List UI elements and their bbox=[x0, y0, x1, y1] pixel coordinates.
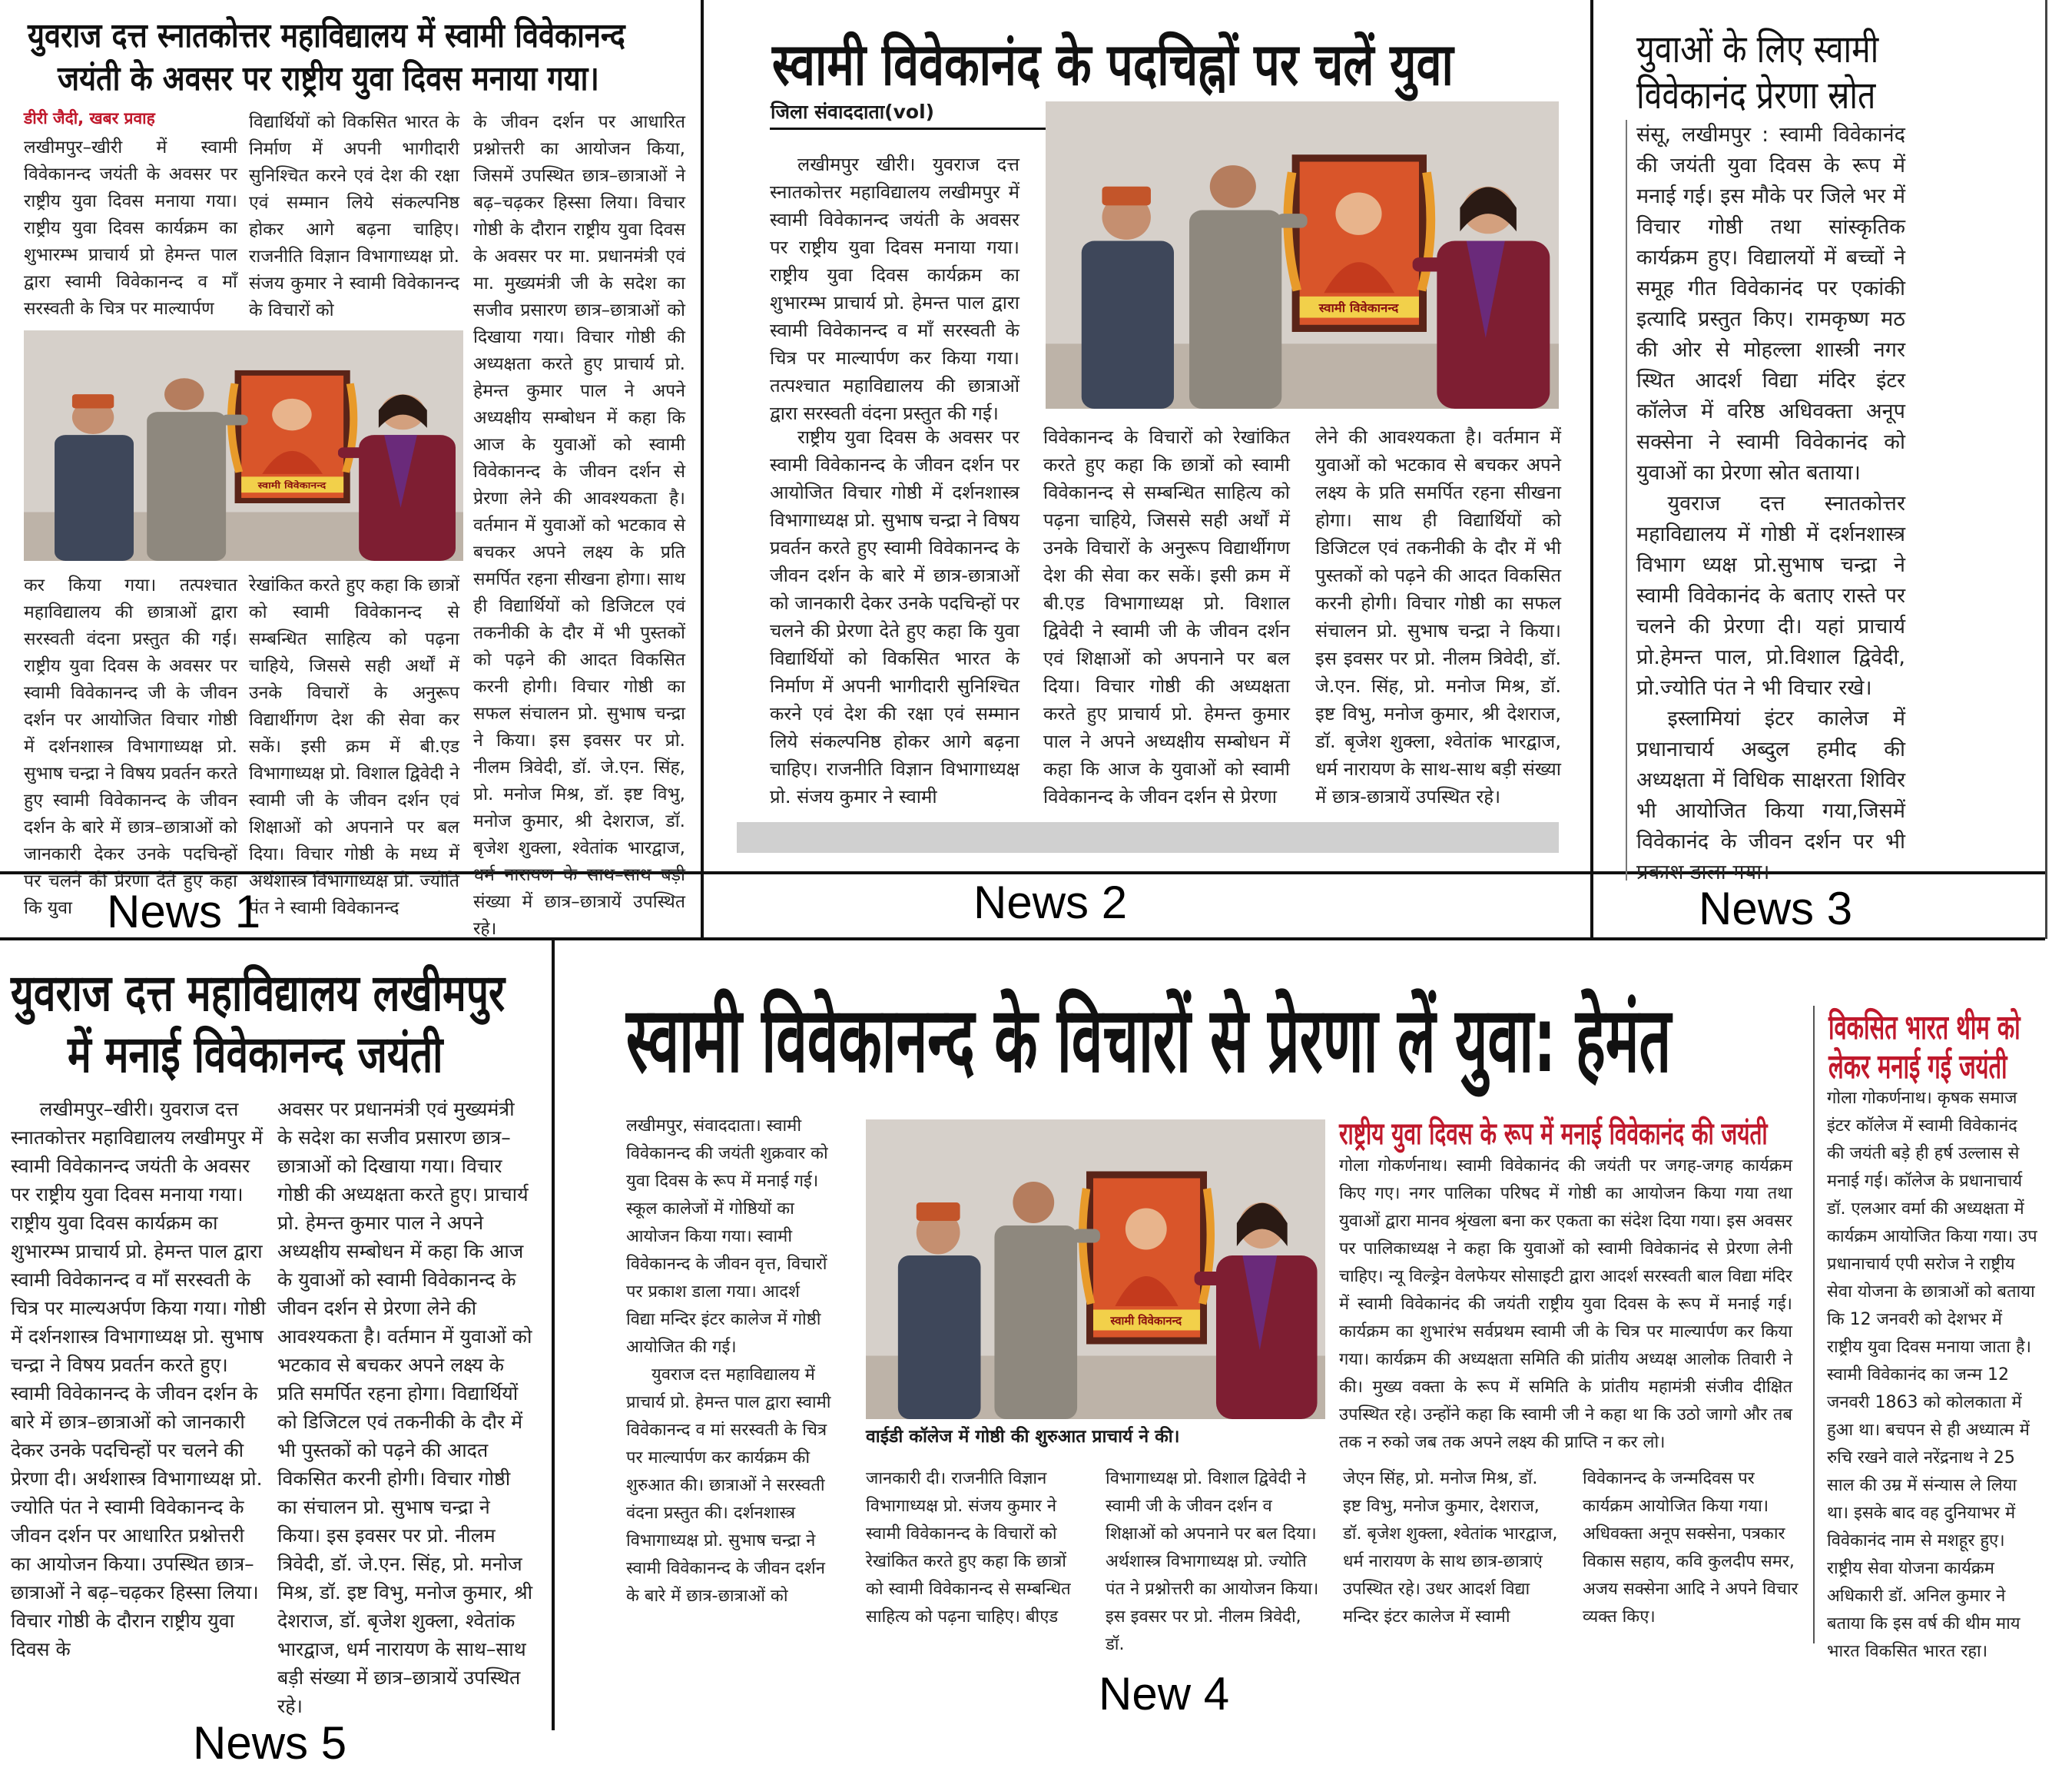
news4-left-column bbox=[626, 1113, 834, 1643]
news4-side-headline-line1: विकसित भारत थीम को bbox=[1828, 1008, 2021, 1047]
divider-vertical-1 bbox=[701, 0, 704, 939]
news1-col1-bottom: कर किया गया। तत्पश्चात महाविद्यालय की छात्राओं द्वारा सरस्वती वंदना प्रस्तुत की गई। राष्ट्रीय युवा दिवस के अवसर पर स्वामी विवेकानन्द जी के जीवन दर्शन पर आयोजित विचार गोष्ठी में दर्शनशास्त्र विभागाध्यक्ष प्रो. सुभाष चन्द्रा ने विषय प्रवर्तन करते हुए स्वामी विवेकानन्द के जीवन दर्शन के बारे में छात्र–छात्राओं को जानकारी देकर उनके पदचिन्हों पर चलने की प्रेरणा देते हुए कहा कि युवा bbox=[24, 575, 237, 918]
news3-left-border bbox=[1626, 120, 1627, 881]
news5-col2: अवसर पर प्रधानमंत्री एवं मुख्यमंत्री के सदेश का सजीव प्रसारण छात्र–छात्राओं को दिखाया गया। विचार गोष्ठी की अध्यक्षता करते हुए। प्राचार्य प्रो. हेमन्त कुमार पाल ने अपने अध्यक्षीय सम्बोधन में कहा कि आज के युवाओं को स्वामी विवेकानन्द के जीवन दर्शन से प्रेरणा लेने की आवश्यकता है। वर्तमान में युवाओं को भटकाव से बचकर अपने लक्ष्य के प्रति समर्पित रहना होगा। विद्यार्थियों को डिजिटल एवं तकनीकी के दौर में भी पुस्तकों को पढ़ने की आदत विकसित करनी होगी। विचार गोष्ठी का संचालन प्रो. सुभाष चन्द्रा ने किया। इस इवसर पर प्रो. नीलम त्रिवेदी, डॉ. जे.एन. सिंह, प्रो. मनोज मिश्र, डॉ. इष्ट विभु, मनोज कुमार, श्री देशराज, डॉ. बृजेश शुक्ला, श्वेतांक भारद्वाज, धर्म नारायण के साथ–साथ बड़ी संख्या में छात्र–छात्रायें उपस्थित रहे। bbox=[277, 1098, 533, 1717]
person-center-head bbox=[1013, 1182, 1054, 1223]
news2-label: News 2 bbox=[973, 877, 1128, 928]
person-left-coat bbox=[1082, 241, 1174, 409]
poster-face bbox=[272, 399, 311, 431]
news4-side-divider bbox=[1813, 1006, 1815, 1643]
news4-photo bbox=[866, 1119, 1325, 1419]
news3-para1: संसू, लखीमपुर : स्वामी विवेकानंद की जयंती युवा दिवस के रूप में मनाई गई। इस मौके पर जिले भर में विचार गोष्ठी तथा सांस्कृतिक कार्यक्रम हुए। विद्यालयों में बच्चों ने समूह गीत विवेकानंद पर एकांकी इत्यादि प्रस्तुत किए। रामकृष्ण मठ की ओर से मोहल्ला शास्त्री नगर स्थित आदर्श विद्या मंदिर इंटर कॉलेज में वरिष्ठ अधिवक्ता अनूप सक्सेना ने स्वामी विवेकानंद को युवाओं का प्रेरणा स्रोत बताया। bbox=[1636, 123, 1905, 485]
person-center-blazer bbox=[147, 412, 226, 561]
news1-col2-bottom: रेखांकित करते हुए कहा कि छात्रों को स्वामी विवेकानन्द से सम्बन्धित साहित्य को पढ़ना चाहिये, जिससे सही अर्थों में उनके विचारों के अनुरूप विद्यार्थीगण देश की सेवा कर सकें। इसी क्रम में बी.एड विभागाध्यक्ष प्रो. विशाल द्विवेदी ने स्वामी जी के जीवन दर्शन एवं शिक्षाओं को अपनाने पर बल दिया। विचार गोष्ठी के मध्य में अर्थशास्त्र विभागाध्यक्ष प्रो. ज्योति पंत ने स्वामी विवेकानन्द bbox=[249, 575, 459, 918]
person-left-cap bbox=[1102, 187, 1150, 206]
person-right-arm bbox=[1195, 1272, 1225, 1285]
person-center-blazer bbox=[994, 1225, 1077, 1419]
person-left-cap bbox=[917, 1202, 960, 1221]
poster-label: स्वामी विवेकानन्द bbox=[1110, 1313, 1182, 1328]
person-center-head bbox=[1210, 165, 1256, 207]
news5-headline-line2: में मनाई विवेकानन्द जयंती bbox=[68, 1025, 443, 1084]
news2-gray-bar bbox=[737, 822, 1559, 853]
person-left-coat bbox=[55, 435, 134, 561]
news4-side-headline-line2: लेकर मनाई गई जयंती bbox=[1828, 1047, 2007, 1086]
person-center-head bbox=[164, 378, 204, 410]
news4-bottom-col3: जेएन सिंह, प्रो. मनोज मिश्र, डॉ. इष्ट विभु, मनोज कुमार, देशराज, डॉ. बृजेश शुक्ला, श्वेतांक भारद्वाज, धर्म नारायण के साथ छात्र-छात्राएं उपस्थित रहे। उधर आदर्श विद्या मन्दिर इंटर कालेज में स्वामी bbox=[1343, 1469, 1558, 1627]
news1-photo bbox=[24, 330, 463, 561]
news2-photo bbox=[1046, 101, 1559, 409]
news3-para2: युवराज दत्त स्नातकोत्तर महाविद्यालय में गोष्ठी में दर्शनशास्त्र विभाग ध्यक्ष प्रो.सुभाष चन्द्रा ने स्वामी विवेकानंद के बताए रास्ते पर चलने की प्रेरणा दी। यहां प्राचार्य प्रो.हेमन्त पाल, प्रो.विशाल द्विवेदी, प्रो.ज्योति पंत ने भी विचार रखे। bbox=[1636, 492, 1905, 700]
person-right-arm bbox=[338, 447, 366, 458]
news1-headline-line1: युवराज दत्त स्नातकोत्तर महाविद्यालय में स्वामी विवेकानन्द bbox=[28, 16, 625, 55]
news4-bottom-col1: जानकारी दी। राजनीति विज्ञान विभागाध्यक्ष प्रो. संजय कुमार ने स्वामी विवेकानन्द के विचारों को रेखांकित करते हुए कहा कि छात्रों को स्वामी विवेकानन्द से सम्बन्धित साहित्य को पढ़ना चाहिए। बीएड bbox=[866, 1469, 1071, 1627]
event-photo-scene bbox=[1046, 101, 1559, 409]
news1-label: News 1 bbox=[107, 886, 261, 937]
news2-intro: लखीमपुर खीरी। युवराज दत्त स्नातकोत्तर महाविद्यालय लखीमपुर में स्वामी विवेकानन्द जयंती के अवसर पर राष्ट्रीय युवा दिवस मनाया गया।राष्ट्रीय युवा दिवस कार्यक्रम का शुभारम्भ प्राचार्य प्रो. हेमन्त पाल द्वारा स्वामी विवेकानन्द व माँ सरस्वती के चित्र पर माल्यार्पण कर किया गया। तत्पश्चात महाविद्यालय की छात्राओं द्वारा सरस्वती वंदना प्रस्तुत की गई। bbox=[770, 154, 1019, 424]
news4-sub-body: गोला गोकर्णनाथ। स्वामी विवेकानंद की जयंती पर जगह-जगह कार्यक्रम किए गए। नगर पालिका परिषद में गोष्ठी का आयोजन किया गया तथा युवाओं द्वारा मानव श्रृंखला बना कर एकता का संदेश दिया गया। इस अवसर पर पालिकाध्यक्ष ने कहा कि युवाओं को स्वामी विवेकानंद से प्रेरणा लेनी चाहिए। न्यू विल्ड्रेन वेलफेयर सोसाइटी द्वारा आदर्श सरस्वती बाल विद्या मंदिर में स्वामी विवेकानंद की जयंती राष्ट्रीय युवा दिवस के रूप में मनाई गई। कार्यक्रम का शुभारंभ सर्वप्रथम स्वामी जी के चित्र पर माल्यार्पण कर किया गया। कार्यक्रम की अध्यक्षता समिति की प्रांतीय अध्यक्ष आलोक तिवारी ने की। मुख्य वक्ता के रूप में समिति के प्रांतीय महामंत्री संजीव दीक्षित उपस्थित रहे। उन्होंने कहा कि स्वामी जी ने कहा था कि उठो जागो और तब तक न रुको जब तक अपने लक्ष्य की प्राप्ति न कर लो। bbox=[1339, 1156, 1792, 1452]
news4-left-para2: युवराज दत्त महाविद्यालय में प्राचार्य प्रो. हेमन्त पाल द्वारा स्वामी विवेकानन्द व मां सरस्वती के चित्र पर माल्यार्पण कर कार्यक्रम की शुरुआत की। छात्राओं ने सरस्वती वंदना प्रस्तुत की। दर्शनशास्त्र विभागाध्यक्ष प्रो. सुभाष चन्द्रा ने स्वामी विवेकानन्द के जीवन दर्शन के बारे में छात्र-छात्राओं को bbox=[626, 1365, 831, 1606]
news2-col3: लेने की आवश्यकता है। वर्तमान में युवाओं को भटकाव से बचकर अपने लक्ष्य के प्रति समर्पित रहना सीखना होगा। साथ ही विद्यार्थियों को डिजिटल एवं तकनीकी के दौर में भी पुस्तकों को पढ़ने की आदत विकसित करनी होगी। विचार गोष्ठी का सफल संचालन प्रो. सुभाष चन्द्रा ने किया। इस इवसर पर प्रो. नीलम त्रिवेदी, डॉ. जे.एन. सिंह, प्रो. मनोज मिश्र, डॉ. इष्ट विभु, मनोज कुमार, श्री देशराज, डॉ. बृजेश शुक्ला, श्वेतांक भारद्वाज, धर्म नारायण के साथ-साथ बड़ी संख्या में छात्र-छात्रायें उपस्थित रहे। bbox=[1315, 426, 1561, 808]
poster-label: स्वामी विवेकानन्द bbox=[257, 480, 327, 491]
news4-left-para1: लखीमपुर, संवाददाता। स्वामी विवेकानन्द की जयंती शुक्रवार को युवा दिवस के रूप में मनाई गई। स्कूल कालेजों में गोष्ठियों का आयोजन किया गया। स्वामी विवेकानन्द के जीवन वृत्त, विचारों पर प्रकाश डाला गया। आदर्श विद्या मन्दिर इंटर कालेज में गोष्ठी आयोजित की गई। bbox=[626, 1116, 828, 1357]
news5-headline-line1: युवराज दत्त महाविद्यालय लखीमपुर bbox=[11, 963, 506, 1023]
person-center-arm bbox=[221, 415, 247, 426]
news1-col2-top: विद्यार्थियों को विकसित भारत के निर्माण में अपनी भागीदारी सुनिश्चित करने एवं देश की रक्षा एवं सम्मान लिये संकल्पनिष्ठ होकर आगे बढ़ना चाहिए। राजनीति विज्ञान विभागाध्यक्ष प्रो. संजय कुमार ने स्वामी विवेकानन्द के विचारों को bbox=[249, 112, 459, 320]
divider-horizontal-middle bbox=[0, 937, 2045, 940]
person-center-blazer bbox=[1189, 211, 1281, 409]
news3-para3: इस्लामियां इंटर कालेज में प्रधानाचार्य अब्दुल हमीद की अध्यक्षता में विधिक साक्षरता शिविर भी आयोजित किया गया,जिसमें विवेकानंद के जीवन दर्शन पर भी प्रकाश डाला गया। bbox=[1636, 707, 1905, 884]
news3-right-edge-rule bbox=[2045, 0, 2047, 939]
event-photo-scene bbox=[866, 1119, 1325, 1419]
news4-label: New 4 bbox=[1099, 1668, 1230, 1720]
news1-byline: डीरी जैदी, खबर प्रवाह bbox=[24, 109, 155, 128]
news5-col1: लखीमपुर–खीरी। युवराज दत्त स्नातकोत्तर महाविद्यालय लखीमपुर में स्वामी विवेकानन्द जयंती के अवसर पर राष्ट्रीय युवा दिवस मनाया गया। राष्ट्रीय युवा दिवस कार्यक्रम का शुभारम्भ प्राचार्य प्रो. हेमन्त पाल द्वारा स्वामी विवेकानन्द व माँ सरस्वती के चित्र पर माल्यअर्पण किया गया। गोष्ठी में दर्शनशास्त्र विभागाध्यक्ष प्रो. सुभाष चन्द्रा ने विषय प्रवर्तन करते हुए। स्वामी विवेकानन्द के जीवन दर्शन के बारे में छात्र–छात्राओं को जानकारी देकर उनके पदचिन्हों पर चलने की प्रेरणा दी। अर्थशास्त्र विभागाध्यक्ष प्रो. ज्योति पंत ने स्वामी विवेकानन्द के जीवन दर्शन पर आधारित प्रश्नोत्तरी का आयोजन किया। उपस्थित छात्र–छात्राओं ने बढ़–चढ़कर हिस्सा लिया। विचार गोष्ठी के दौरान राष्ट्रीय युवा दिवस के bbox=[11, 1098, 266, 1660]
news4-side-body: गोला गोकर्णनाथ। कृषक समाज इंटर कॉलेज में स्वामी विवेकानंद की जयंती बड़े ही हर्ष उल्लास से मनाई गई। कॉलेज के प्रधानाचार्य डॉ. एलआर वर्मा की अध्यक्षता में कार्यक्रम आयोजित किया गया। उप प्रधानाचार्य एपी सरोज ने राष्ट्रीय सेवा योजना के छात्राओं को बताया कि 12 जनवरी को देशभर में राष्ट्रीय युवा दिवस मनाया जाता है। स्वामी विवेकानंद का जन्म 12 जनवरी 1863 को कोलकाता में हुआ था। बचपन से ही अध्यात्म में रुचि रखने वाले नरेंद्रनाथ ने 25 साल की उम्र में संन्यास ले लिया था। इसके बाद वह दुनियाभर में विवेकानंद नाम से मशहूर हुए। राष्ट्रीय सेवा योजना कार्यक्रम अधिकारी डॉ. अनिल कुमार ने बताया कि इस वर्ष की थीम माय भारत विकसित भारत रहा। bbox=[1827, 1089, 2037, 1661]
person-left-cap bbox=[72, 394, 114, 408]
news1-headline-line2: जयंती के अवसर पर राष्ट्रीय युवा दिवस मनाया गया। bbox=[58, 59, 599, 98]
person-center-arm bbox=[1277, 214, 1308, 227]
news3-headline-line1: युवाओं के लिए स्वामी bbox=[1636, 27, 1879, 71]
news2-byline: जिला संवाददाता(vol) bbox=[771, 101, 935, 123]
person-center-arm bbox=[1072, 1229, 1100, 1243]
news3-label: News 3 bbox=[1699, 883, 1853, 934]
person-left-coat bbox=[898, 1255, 981, 1419]
news3-headline-line2: विवेकानंद प्रेरणा स्रोत bbox=[1636, 73, 1876, 118]
poster-label: स्वामी विवेकानन्द bbox=[1318, 300, 1399, 315]
news4-sub-headline: राष्ट्रीय युवा दिवस के रूप में मनाई विवेकानंद की जयंती bbox=[1339, 1116, 1768, 1152]
event-photo-scene bbox=[24, 330, 463, 561]
news5-label: News 5 bbox=[193, 1717, 347, 1769]
news4-headline: स्वामी विवेकानन्द के विचारों से प्रेरणा लें युवा: हेमंत bbox=[626, 987, 1672, 1093]
poster-face bbox=[1335, 192, 1381, 234]
news4-bottom-col2: विभागाध्यक्ष प्रो. विशाल द्विवेदी ने स्वामी जी के जीवन दर्शन व शिक्षाओं को अपनाने पर बल दिया। अर्थशास्त्र विभागाध्यक्ष प्रो. ज्योति पंत ने प्रश्नोत्तरी का आयोजन किया। इस इवसर पर प्रो. नीलम त्रिवेदी, डॉ. bbox=[1106, 1469, 1319, 1654]
poster-face bbox=[1126, 1209, 1167, 1250]
news1-col1-top: लखीमपुर–खीरी में स्वामी विवेकानन्द जयंती के अवसर पर राष्ट्रीय युवा दिवस मनाया गया। राष्ट्रीय युवा दिवस कार्यक्रम का शुभारम्भ प्राचार्य प्रो हेमन्त पाल द्वारा स्वामी विवेकानन्द व माँ सरस्वती के चित्र पर माल्यार्पण bbox=[24, 138, 237, 319]
news2-col1: राष्ट्रीय युवा दिवस के अवसर पर स्वामी विवेकानन्द के जीवन दर्शन पर आयोजित विचार गोष्ठी में दर्शनशास्त्र विभागाध्यक्ष प्रो. सुभाष चन्द्रा ने विषय प्रवर्तन करते हुए स्वामी विवेकानन्द के जीवन दर्शन के बारे में छात्र-छात्राओं को जानकारी देकर उनके पदचिन्हों पर चलने की प्रेरणा देते हुए कहा कि युवा विद्यार्थियों को विकसित भारत के निर्माण में अपनी भागीदारी सुनिश्चित करने एवं देश की रक्षा एवं सम्मान लिये संकल्पनिष्ठ होकर आगे बढ़ना चाहिए। राजनीति विज्ञान विभागाध्यक्ष प्रो. संजय कुमार ने स्वामी bbox=[770, 426, 1019, 808]
news4-photo-caption: वाईडी कॉलेज में गोष्ठी की शुरुआत प्राचार्य ने की। bbox=[866, 1427, 1180, 1447]
news2-col2: विवेकानन्द के विचारों को रेखांकित करते हुए कहा कि छात्रों को स्वामी विवेकानन्द से सम्बन्धित साहित्य को पढ़ना चाहिये, जिससे सही अर्थों में उनके विचारों के अनुरूप विद्यार्थीगण देश की सेवा कर सकें। इसी क्रम में बी.एड विभागाध्यक्ष प्रो. विशाल द्विवेदी ने स्वामी जी के जीवन दर्शन एवं शिक्षाओं को अपनाने पर बल दिया। विचार गोष्ठी की अध्यक्षता करते हुए प्राचार्य प्रो. हेमन्त कुमार पाल ने अपने अध्यक्षीय सम्बोधन में कहा कि आज के युवाओं को स्वामी विवेकानन्द के जीवन दर्शन से प्रेरणा bbox=[1043, 426, 1290, 808]
news4-bottom-col4: विवेकानन्द के जन्मदिवस पर कार्यक्रम आयोजित किया गया। अधिवक्ता अनूप सक्सेना, पत्रकार विकास सहाय, कवि कुलदीप समर, अजय सक्सेना आदि ने अपने विचार व्यक्त किए। bbox=[1583, 1469, 1798, 1627]
person-right-arm bbox=[1413, 257, 1446, 271]
news2-headline: स्वामी विवेकानंद के पदचिह्नों पर चलें युवा bbox=[772, 30, 1454, 98]
divider-vertical-2 bbox=[1590, 0, 1593, 939]
news1-col3: के जीवन दर्शन पर आधारित प्रश्नोत्तरी का आयोजन किया, जिसमें उपस्थित छात्र–छात्राओं ने बढ़–चढ़कर हिस्सा लिया। विचार गोष्ठी के दौरान राष्ट्रीय युवा दिवस के अवसर पर मा. प्रधानमंत्री एवं मा. मुख्यमंत्री जी के सदेश का सजीव प्रसारण छात्र–छात्राओं को दिखाया गया। विचार गोष्ठी की अध्यक्षता करते हुए प्राचार्य प्रो. हेमन्त कुमार पाल ने अपने अध्यक्षीय सम्बोधन में कहा कि आज के युवाओं को स्वामी विवेकानन्द के जीवन दर्शन से प्रेरणा लेने की आवश्यकता है। वर्तमान में युवाओं को भटकाव से बचकर अपने लक्ष्य के प्रति समर्पित रहना सीखना होगा। साथ ही विद्यार्थियों को डिजिटल एवं तकनीकी के दौर में भी पुस्तकों को पढ़ने की आदत विकसित करनी होगी। विचार गोष्ठी का सफल संचालन प्रो. सुभाष चन्द्रा ने किया। इस इवसर पर प्रो. नीलम त्रिवेदी, डॉ. जे.एन. सिंह, प्रो. मनोज मिश्र, डॉ. इष्ट विभु, मनोज कुमार, श्री देशराज, डॉ. बृजेश शुक्ला, श्वेतांक भारद्वाज, धर्म नारायण के साथ–साथ बड़ी संख्या में छात्र–छात्रायें उपस्थित रहे। bbox=[473, 112, 685, 939]
news3-body bbox=[1636, 120, 1905, 884]
divider-vertical-3 bbox=[552, 939, 555, 1730]
